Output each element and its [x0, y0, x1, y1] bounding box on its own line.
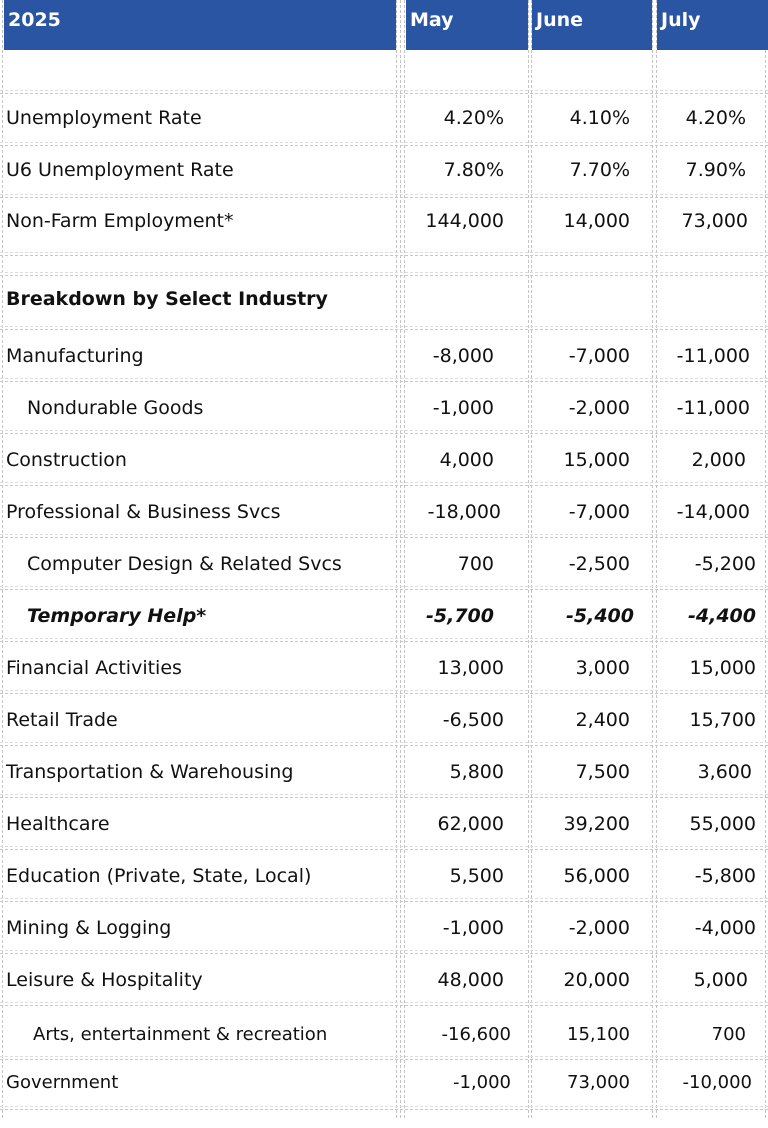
cell-july: 700 [711, 1024, 746, 1045]
row-label: Mining & Logging [6, 917, 172, 939]
cell-july: -5,200 [694, 553, 756, 575]
row-label: Arts, entertainment & recreation [33, 1024, 328, 1045]
cell-june: 73,000 [567, 1072, 630, 1093]
table-row [0, 798, 768, 850]
table-row [0, 434, 768, 486]
row-label: Healthcare [6, 813, 110, 835]
cell-june: 14,000 [563, 210, 630, 232]
cell-june: 39,200 [563, 813, 630, 835]
cell-june: 7.70% [569, 159, 630, 181]
cell-may: 5,500 [449, 865, 504, 887]
table-row [0, 486, 768, 538]
header-month-may: May [406, 0, 528, 50]
cell-may: 5,800 [449, 761, 504, 783]
cell-may: -18,000 [427, 501, 501, 523]
cell-june: 2,400 [575, 709, 630, 731]
cell-may: 4,000 [439, 449, 494, 471]
cell-july: -4,000 [694, 917, 756, 939]
cell-july: 3,600 [697, 761, 752, 783]
cell-july: 5,000 [693, 969, 748, 991]
cell-july: 7.90% [685, 159, 746, 181]
cell-june: 4.10% [569, 107, 630, 129]
table-row [0, 1006, 768, 1060]
cell-july: 2,000 [691, 449, 746, 471]
section-heading: Breakdown by Select Industry [6, 288, 328, 310]
table-row [0, 694, 768, 746]
row-label: Financial Activities [6, 657, 182, 679]
cell-june: 7,500 [575, 761, 630, 783]
table-row [0, 590, 768, 642]
row-label: U6 Unemployment Rate [6, 159, 234, 181]
cell-may: 4.20% [443, 107, 504, 129]
cell-may: 700 [457, 553, 494, 575]
cell-june: -7,000 [568, 345, 630, 367]
row-label: Manufacturing [6, 345, 144, 367]
row-label: Transportation & Warehousing [6, 761, 294, 783]
cell-july: -14,000 [676, 501, 750, 523]
header-year: 2025 [4, 0, 396, 50]
cell-may: -1,000 [432, 397, 494, 419]
spacer-row [0, 256, 768, 276]
table-row [0, 330, 768, 382]
row-label: Computer Design & Related Svcs [27, 553, 342, 575]
cell-july: 15,000 [689, 657, 756, 679]
table-row [0, 954, 768, 1006]
cell-june: 3,000 [575, 657, 630, 679]
table-row [0, 1060, 768, 1110]
cell-may: -16,600 [441, 1024, 511, 1045]
row-label: Unemployment Rate [6, 107, 202, 129]
cell-june: 15,000 [563, 449, 630, 471]
cell-july: 15,700 [689, 709, 756, 731]
row-label: Nondurable Goods [27, 397, 204, 419]
table-row [0, 850, 768, 902]
cell-may: -1,000 [442, 917, 504, 939]
cell-june: 15,100 [567, 1024, 630, 1045]
row-label: Government [6, 1072, 119, 1093]
table-row [0, 94, 768, 146]
cell-may: 62,000 [437, 813, 504, 835]
cell-june: -2,000 [568, 397, 630, 419]
cell-july: -11,000 [676, 397, 750, 419]
cell-may: 48,000 [437, 969, 504, 991]
cell-june: -2,000 [568, 917, 630, 939]
cell-may: -6,500 [442, 709, 504, 731]
table-row [0, 198, 768, 256]
cell-june: -2,500 [568, 553, 630, 575]
cell-may: -5,700 [426, 605, 494, 627]
cell-june: 20,000 [563, 969, 630, 991]
cell-may: -1,000 [452, 1072, 511, 1093]
row-label: Non-Farm Employment* [6, 210, 234, 232]
cell-may: 13,000 [437, 657, 504, 679]
header-month-june: June [532, 0, 652, 50]
row-label: Professional & Business Svcs [6, 501, 281, 523]
table-row [0, 642, 768, 694]
cell-may: 144,000 [425, 210, 504, 232]
cell-july: -11,000 [676, 345, 750, 367]
table-row [0, 746, 768, 798]
table-row [0, 382, 768, 434]
row-label: Education (Private, State, Local) [6, 865, 312, 887]
section-heading-row [0, 276, 768, 330]
header-month-july: July [657, 0, 768, 50]
cell-july: -10,000 [682, 1072, 752, 1093]
cell-july: 4.20% [685, 107, 746, 129]
row-label: Retail Trade [6, 709, 118, 731]
cell-may: -8,000 [432, 345, 494, 367]
cell-july: 73,000 [681, 210, 748, 232]
spacer-row [0, 50, 768, 94]
cell-may: 7.80% [443, 159, 504, 181]
row-label: Leisure & Hospitality [6, 969, 203, 991]
cell-july: -4,400 [688, 605, 756, 627]
table-row [0, 538, 768, 590]
row-label: Construction [6, 449, 127, 471]
cell-june: 56,000 [563, 865, 630, 887]
table-row [0, 146, 768, 198]
cell-june: -5,400 [566, 605, 634, 627]
cell-july: 55,000 [689, 813, 756, 835]
cell-july: -5,800 [694, 865, 756, 887]
row-label: Temporary Help* [27, 605, 207, 627]
table-row [0, 902, 768, 954]
cell-june: -7,000 [568, 501, 630, 523]
